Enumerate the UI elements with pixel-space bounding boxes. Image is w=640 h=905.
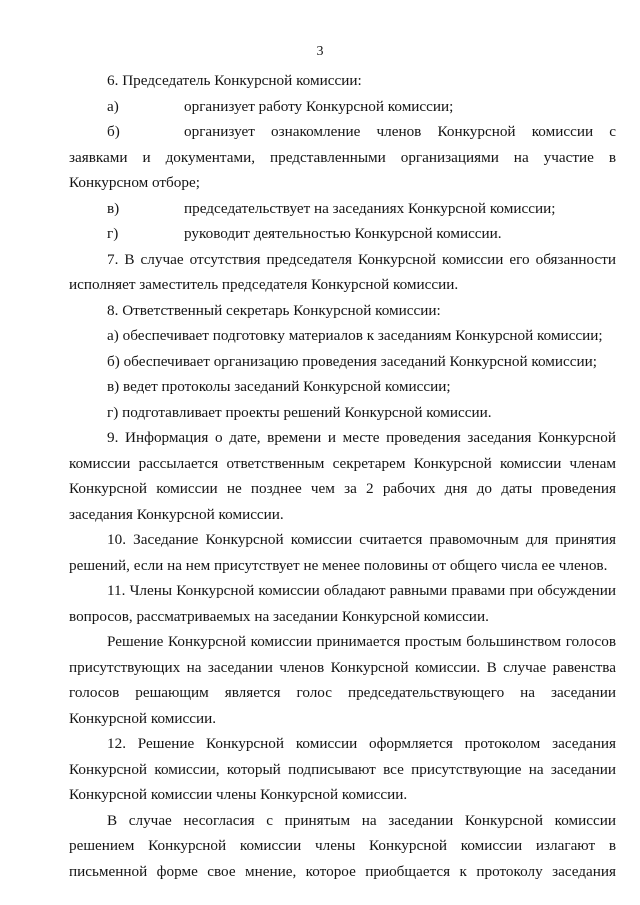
list-item [69,196,616,222]
list-item-text: организует ознакомление членов Конкурсной комиссии с заявками и документами, представленными организациями на участие в Конкурсном отборе; [69,123,616,191]
list-item [69,119,616,196]
paragraph: 9. Информация о дате, времени и месте проведения заседания Конкурсной комиссии рассылается ответственным секретарем Конкурсной комиссии членам Конкурсной комиссии не позднее чем за 2 рабочих дня до даты проведения заседания Конкурсной комиссии. [69,429,616,523]
list-marker: б) [107,123,120,140]
paragraph: 7. В случае отсутствия председателя Конкурсной комиссии его обязанности исполняет заместитель председателя Конкурсной комиссии. [69,250,616,293]
document-body [69,68,616,884]
list-item-text: председательствует на заседаниях Конкурсной комиссии; [184,199,556,217]
paragraph: 10. Заседание Конкурсной комиссии считается правомочным для принятия решений, если на нем присутствует не менее половины от общего числа ее членов. [69,531,616,574]
list-item [69,221,616,247]
list-marker: а) [107,97,119,115]
paragraph: а) обеспечивает подготовку материалов к заседаниям Конкурсной комиссии; [107,327,603,344]
list-item-text: руководит деятельностью Конкурсной комиссии. [184,225,502,242]
page-number: 3 [316,44,324,59]
paragraph: Решение Конкурсной комиссии принимается простым большинством голосов присутствующих на заседании членов Конкурсной комиссии. В случае равенства голосов решающим является голос председательствующего на заседании Конкурсной комиссии. [69,633,616,727]
paragraph: г) подготавливает проекты решений Конкурсной комиссии. [107,403,492,421]
paragraph: 11. Члены Конкурсной комиссии обладают равными правами при обсуждении вопросов, рассматриваемых на заседании Конкурсной комиссии. [69,582,616,625]
paragraph: в) ведет протоколы заседаний Конкурсной комиссии; [107,378,451,395]
paragraph: 12. Решение Конкурсной комиссии оформляется протоколом заседания Конкурсной комиссии, который подписывают все присутствующие на заседании Конкурсной комиссии члены Конкурсной комиссии. [69,735,616,803]
paragraph: 6. Председатель Конкурсной комиссии: [107,72,362,89]
paragraph: б) обеспечивает организацию проведения заседаний Конкурсной комиссии; [107,352,597,370]
list-item [69,94,616,120]
paragraph: В случае несогласия с принятым на заседании Конкурсной комиссии решением Конкурсной комиссии члены Конкурсной комиссии излагают в письменной форме свое мнение, которое приобщается к протоколу заседания [69,811,616,880]
paragraph: 8. Ответственный секретарь Конкурсной комиссии: [107,301,441,319]
list-item-text: организует работу Конкурсной комиссии; [184,97,454,115]
list-marker: г) [107,225,119,242]
list-marker: в) [107,199,120,217]
